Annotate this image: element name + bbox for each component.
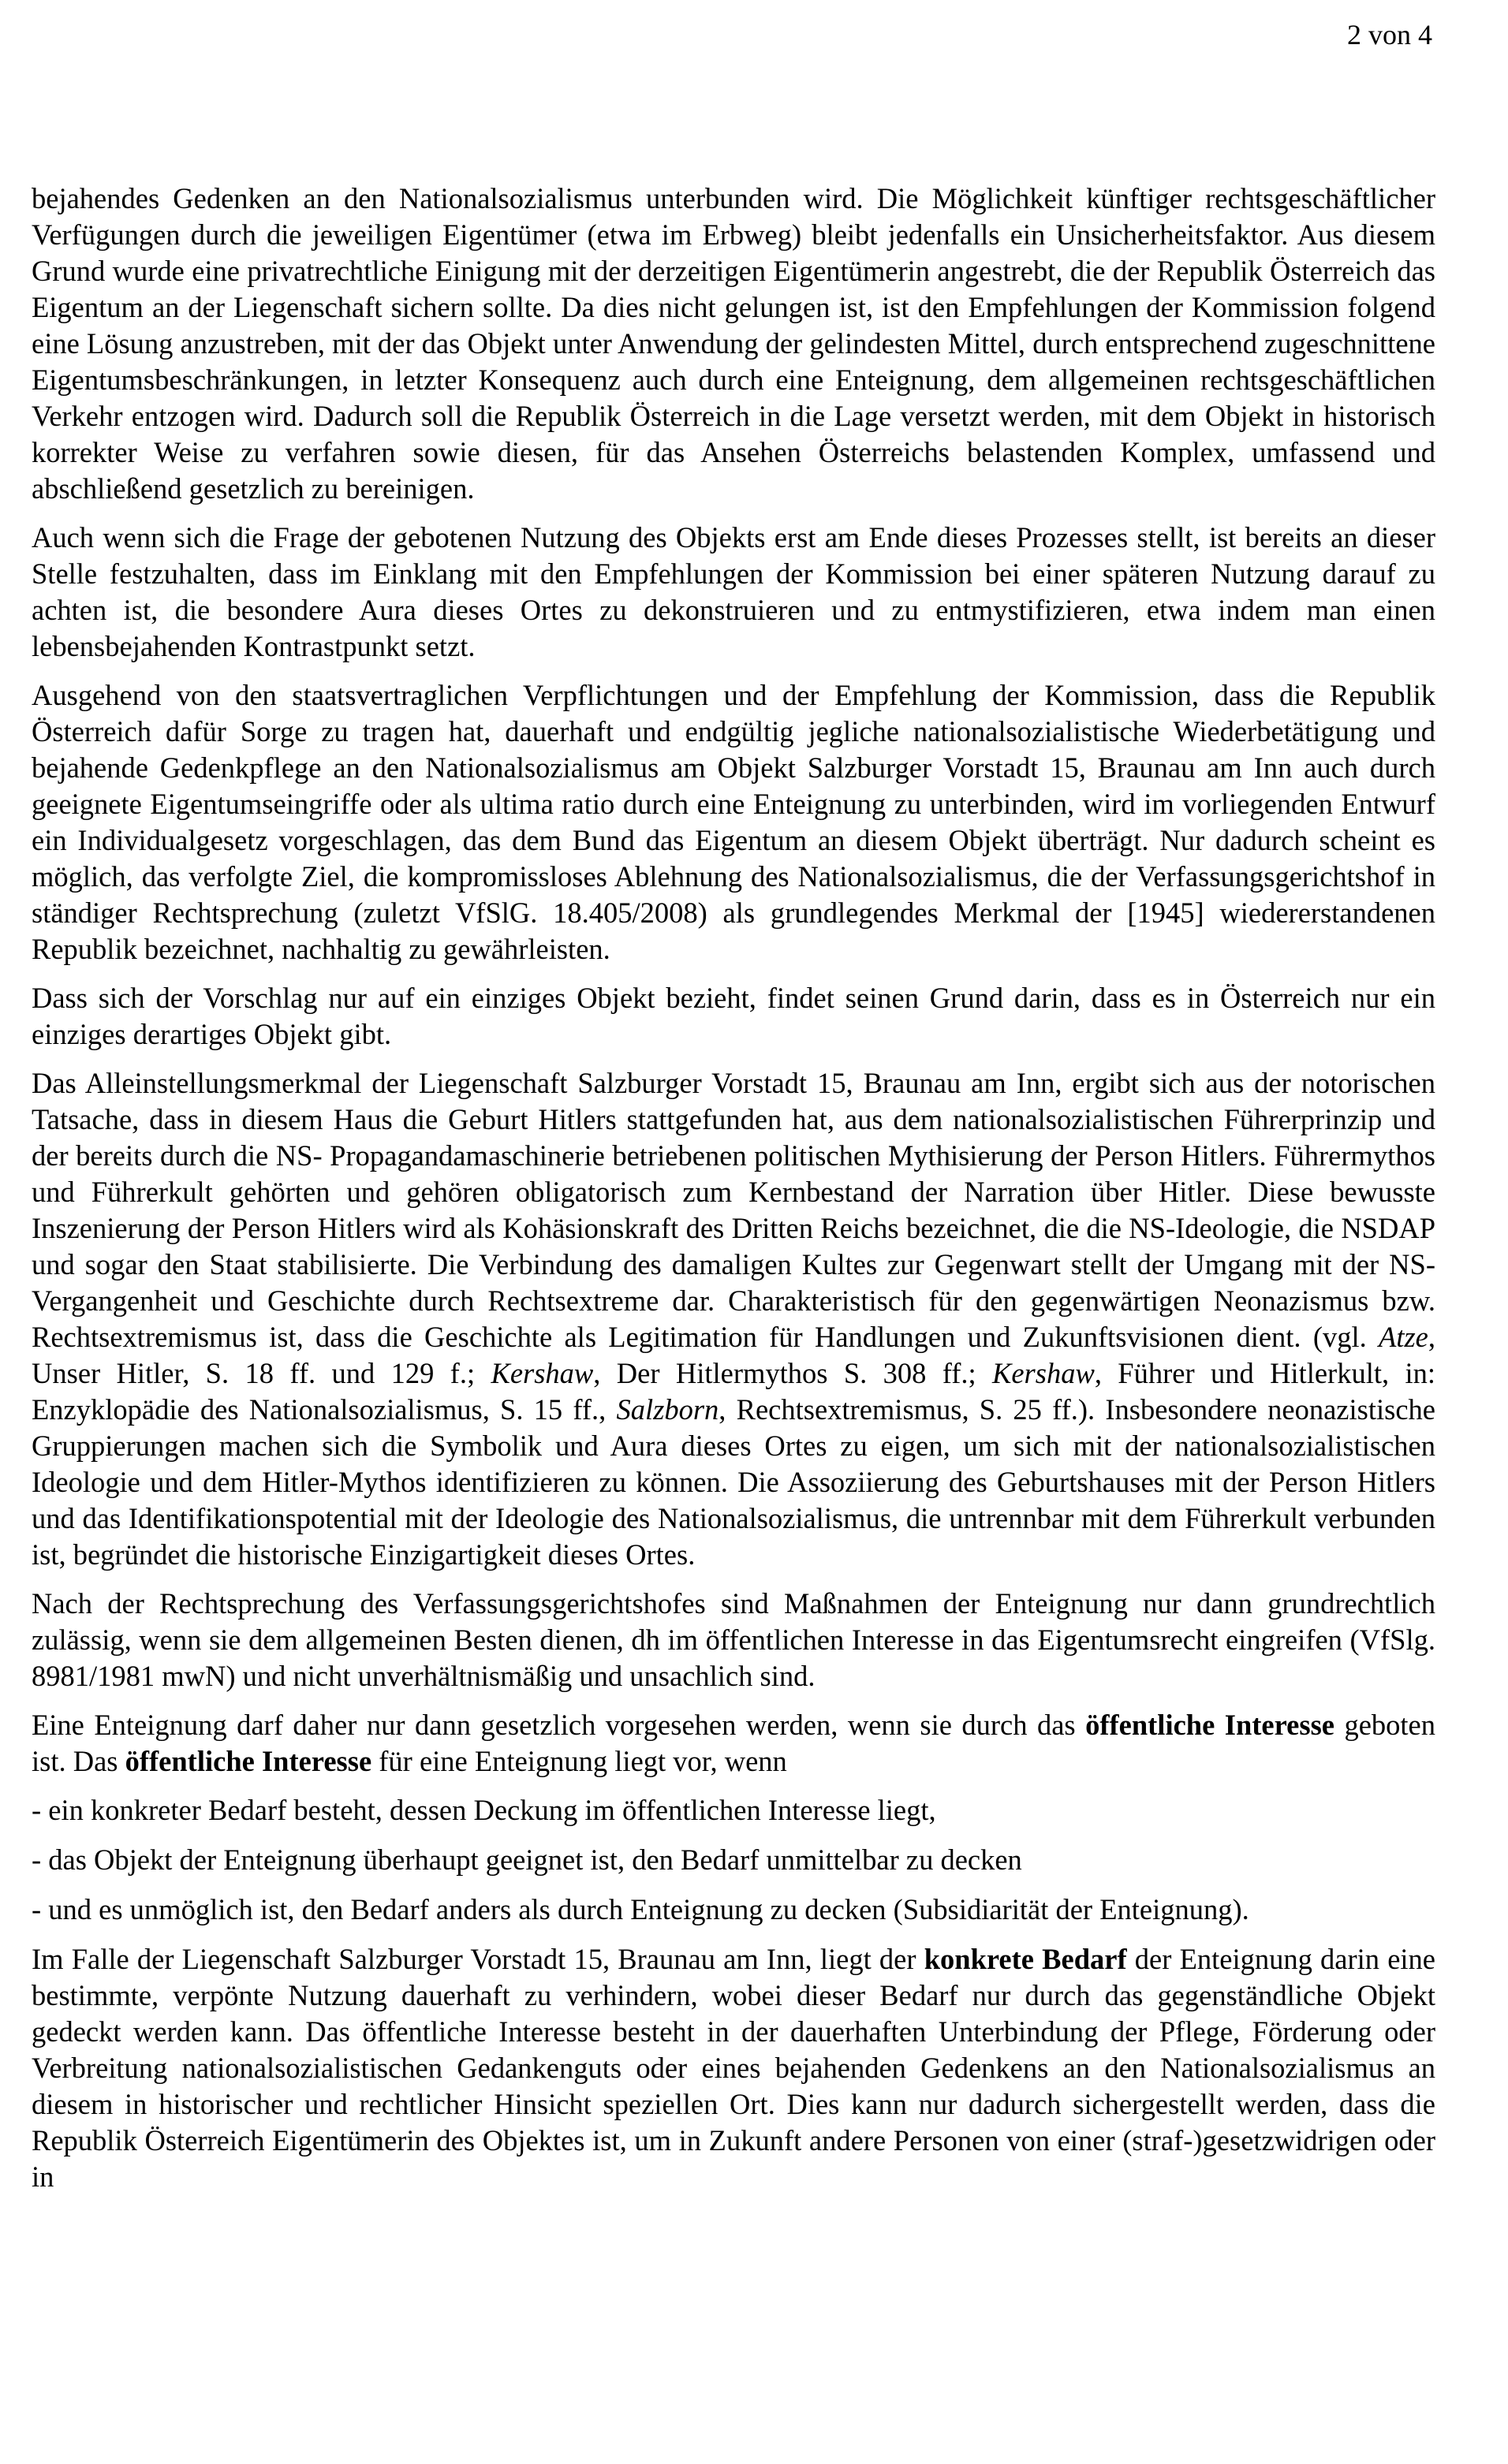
list-item: - ein konkreter Bedarf besteht, dessen Deckung im öffentlichen Interesse liegt, bbox=[32, 1794, 936, 1826]
paragraph: Dass sich der Vorschlag nur auf ein einziges Objekt bezieht, findet seinen Grund darin, dass es in Österreich nur ein einziges derartiges Objekt gibt. bbox=[32, 982, 1435, 1050]
document-body bbox=[32, 181, 1435, 2208]
paragraph: Das Alleinstellungsmerkmal der Liegenschaft Salzburger Vorstadt 15, Braunau am Inn, ergibt sich aus der notorischen Tatsache, dass in diesem Haus die Geburt Hitlers stattgefunden hat, aus dem nationalsozialistischen Führerprinzip und der bereits durch die NS- Propagandamaschinerie betriebenen politischen Mythisierung der Person Hitlers. Führermythos und Führerkult gehörten und gehören obligatorisch zum Kernbestand der Narration über Hitler. Diese bewusste Inszenierung der Person Hitlers wird als Kohäsionskraft des Dritten Reichs bezeichnet, die die NS-Ideologie, die NSDAP und sogar den Staat stabilisierte. Die Verbindung des damaligen Kultes zur Gegenwart stellt der Umgang mit der NS-Vergangenheit und Geschichte durch Rechtsextreme dar. Charakteristisch für den gegenwärtigen Neonazismus bzw. Rechtsextremismus ist, dass die Geschichte als Legitimation für Handlungen und Zukunftsvisionen dient. (vgl. Atze, Unser Hitler, S. 18 ff. und 129 f.; Kershaw, Der Hitlermythos S. 308 ff.; Kershaw, Führer und Hitlerkult, in: Enzyklopädie des Nationalsozialismus, S. 15 ff., Salzborn, Rechtsextremismus, S. 25 ff.). Insbesondere neonazistische Gruppierungen machen sich die Symbolik und Aura dieses Ortes zu eigen, um sich mit der nationalsozialistischen Ideologie und dem Hitler-Mythos identifizieren zu können. Die Assoziierung des Geburtshauses mit der Person Hitlers und das Identifikationspotential mit der Ideologie des Nationalsozialismus, die untrennbar mit dem Führerkult verbunden ist, begründet die historische Einzigartigkeit dieses Ortes. bbox=[32, 1067, 1436, 1571]
list-item: - das Objekt der Enteignung überhaupt geeignet ist, den Bedarf unmittelbar zu decken bbox=[32, 1843, 1022, 1876]
author-citation: Atze bbox=[1379, 1321, 1428, 1353]
paragraph: Eine Enteignung darf daher nur dann gesetzlich vorgesehen werden, wenn sie durch das öffentliche Interesse geboten ist. Das öffentliche Interesse für eine Enteignung liegt vor, wenn bbox=[32, 1709, 1435, 1777]
list-item: - und es unmöglich ist, den Bedarf anders als durch Enteignung zu decken (Subsidiarität der Enteignung). bbox=[32, 1893, 1249, 1925]
author-citation: Salzborn bbox=[616, 1393, 719, 1426]
paragraph: Auch wenn sich die Frage der gebotenen Nutzung des Objekts erst am Ende dieses Prozesses stellt, ist bereits an dieser Stelle festzuhalten, dass im Einklang mit den Empfehlungen der Kommission bei einer späteren Nutzung darauf zu achten ist, die besondere Aura dieses Ortes zu dekonstruieren und zu entmystifizieren, etwa indem man einen lebensbejahenden Kontrastpunkt setzt. bbox=[32, 521, 1435, 662]
author-citation: Kershaw bbox=[491, 1357, 594, 1389]
paragraph: Im Falle der Liegenschaft Salzburger Vorstadt 15, Braunau am Inn, liegt der konkrete Bedarf der Enteignung darin eine bestimmte, verpönte Nutzung dauerhaft zu verhindern, wobei dieser Bedarf nur durch das gegenständliche Objekt gedeckt werden kann. Das öffentliche Interesse besteht in der dauerhaften Unterbindung der Pflege, Förderung oder Verbreitung nationalsozialistischen Gedankenguts oder eines bejahenden Gedenkens an den Nationalsozialismus an diesem in historischer und rechtlicher Hinsicht speziellen Ort. Dies kann nur dadurch sichergestellt werden, dass die Republik Österreich Eigentümerin des Objektes ist, um in Zukunft andere Personen von einer (straf-)gesetzwidrigen oder in bbox=[32, 1943, 1436, 2193]
emphasis-bold: öffentliche Interesse bbox=[125, 1745, 372, 1777]
paragraph: Nach der Rechtsprechung des Verfassungsgerichtshofes sind Maßnahmen der Enteignung nur dann grundrechtlich zulässig, wenn sie dem allgemeinen Besten dienen, dh im öffentlichen Interesse in das Eigentumsrecht eingreifen (VfSlg. 8981/1981 mwN) und nicht unverhältnismäßig und unsachlich sind. bbox=[32, 1587, 1435, 1692]
emphasis-bold: öffentliche Interesse bbox=[1085, 1709, 1334, 1741]
page-number: 2 von 4 bbox=[1347, 19, 1432, 50]
emphasis-bold: konkrete Bedarf bbox=[924, 1943, 1127, 1975]
paragraph: Ausgehend von den staatsvertraglichen Verpflichtungen und der Empfehlung der Kommission, dass die Republik Österreich dafür Sorge zu tragen hat, dauerhaft und endgültig jegliche nationalsozialistische Wiederbetätigung und bejahende Gedenkpflege an den Nationalsozialismus am Objekt Salzburger Vorstadt 15, Braunau am Inn auch durch geeignete Eigentumseingriffe oder als ultima ratio durch eine Enteignung zu unterbinden, wird im vorliegenden Entwurf ein Individualgesetz vorgeschlagen, das dem Bund das Eigentum an diesem Objekt überträgt. Nur dadurch scheint es möglich, das verfolgte Ziel, die kompromissloses Ablehnung des Nationalsozialismus, die der Verfassungsgerichtshof in ständiger Rechtsprechung (zuletzt VfSlG. 18.405/2008) als grundlegendes Merkmal der [1945] wiedererstandenen Republik bezeichnet, nachhaltig zu gewährleisten. bbox=[32, 679, 1435, 965]
paragraph: bejahendes Gedenken an den Nationalsozialismus unterbunden wird. Die Möglichkeit künftiger rechtsgeschäftlicher Verfügungen durch die jeweiligen Eigentümer (etwa im Erbweg) bleibt jedenfalls ein Unsicherheitsfaktor. Aus diesem Grund wurde eine privatrechtliche Einigung mit der derzeitigen Eigentümerin angestrebt, die der Republik Österreich das Eigentum an der Liegenschaft sichern sollte. Da dies nicht gelungen ist, ist den Empfehlungen der Kommission folgend eine Lösung anzustreben, mit der das Objekt unter Anwendung der gelindesten Mittel, durch entsprechend zugeschnittene Eigentumsbeschränkungen, in letzter Konsequenz auch durch eine Enteignung, dem allgemeinen rechtsgeschäftlichen Verkehr entzogen wird. Dadurch soll die Republik Österreich in die Lage versetzt werden, mit dem Objekt in historisch korrekter Weise zu verfahren sowie diesen, für das Ansehen Österreichs belastenden Komplex, umfassend und abschließend gesetzlich zu bereinigen. bbox=[32, 182, 1435, 505]
author-citation: Kershaw bbox=[992, 1357, 1095, 1389]
